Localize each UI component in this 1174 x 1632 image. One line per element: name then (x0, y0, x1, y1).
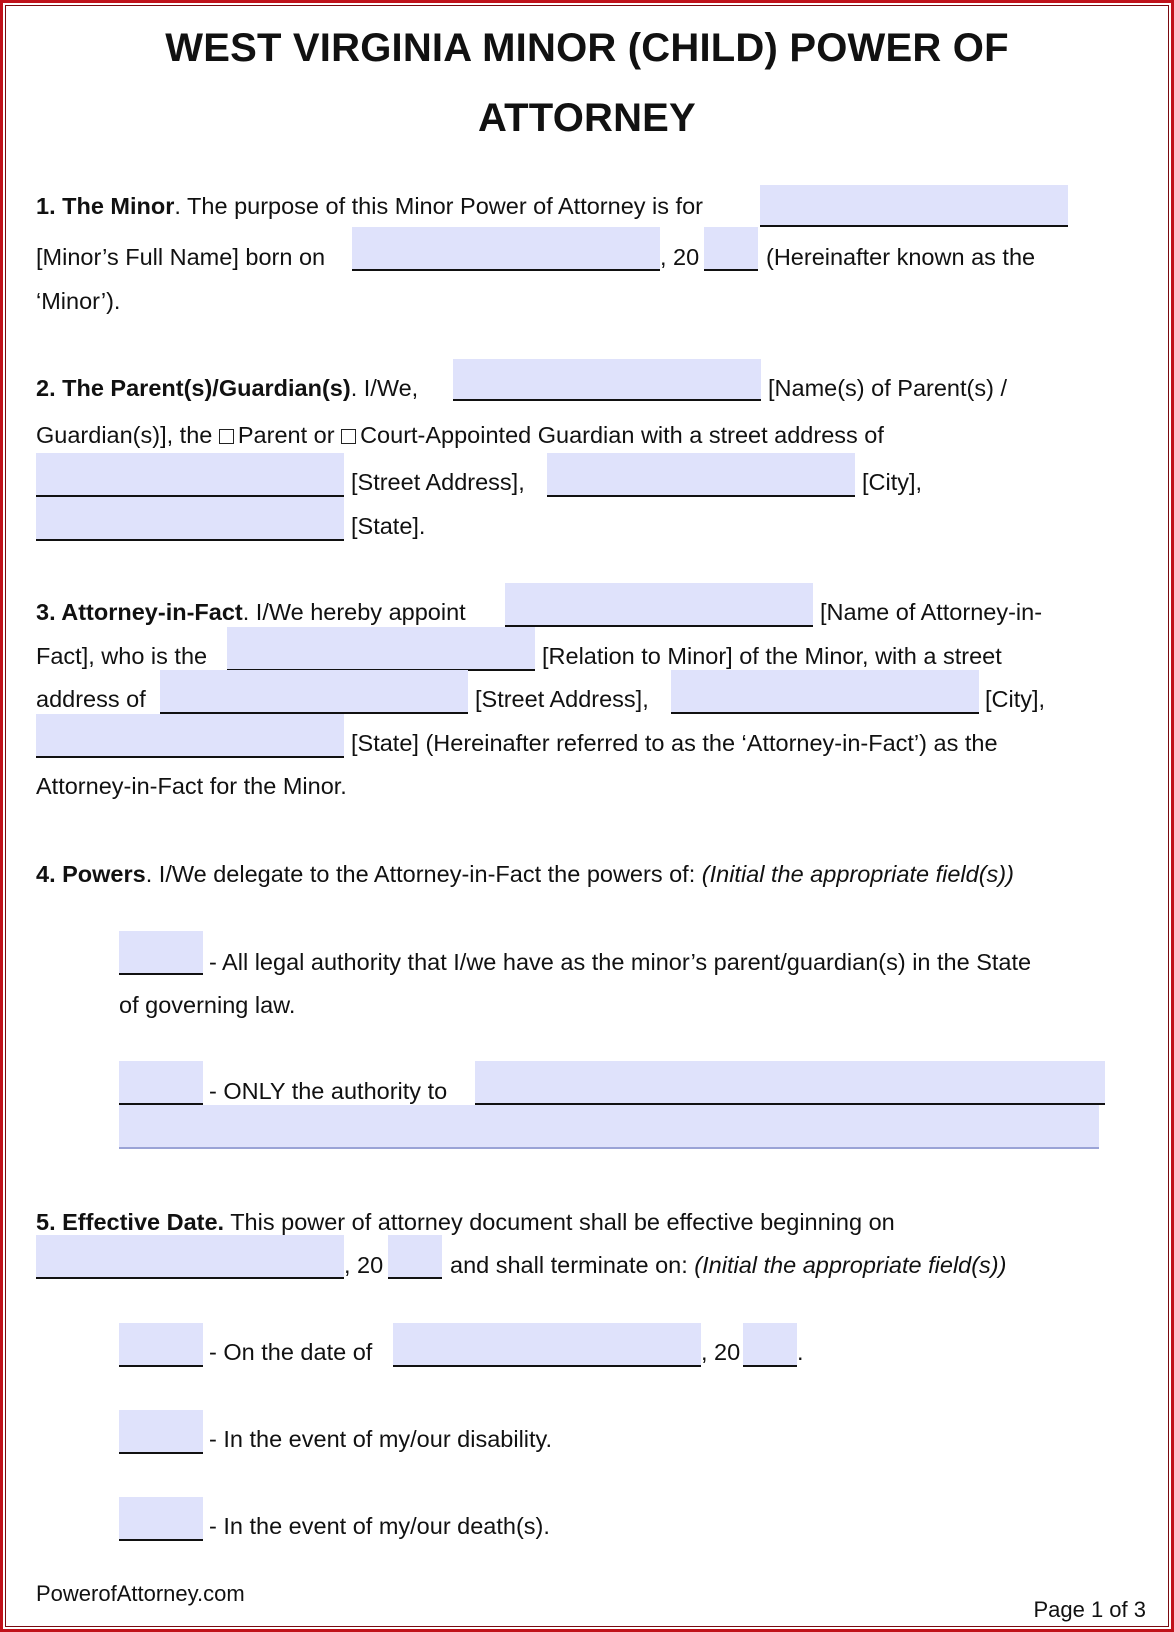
s5-heading: 5. Effective Date. (36, 1209, 225, 1235)
s1-minor-label: ‘Minor’). (36, 288, 121, 314)
s2-heading: 2. The Parent(s)/Guardian(s) (36, 375, 351, 401)
parent-street-address-field[interactable] (36, 453, 344, 497)
relation-to-minor-field[interactable] (227, 627, 535, 671)
s5-optA-label: - On the date of (209, 1339, 373, 1365)
document-title (3, 13, 1171, 153)
s4-line-1: 4. Powers. I/We delegate to the Attorney-in-Fact the powers of: (Initial the appropriate field(s)) (36, 861, 1014, 887)
s2-line-2: Guardian(s)], the Parent or Court-Appointed Guardian with a street address of (36, 422, 884, 448)
footer-page-number: Page 1 of 3 (1033, 1597, 1146, 1622)
s5-terminate: and shall terminate on: (Initial the appropriate field(s)) (450, 1252, 1007, 1278)
s2-street-label: [Street Address], (351, 469, 525, 495)
s5-optA-year-prefix: , 20 (701, 1339, 741, 1365)
s4-opt2: - ONLY the authority to (209, 1078, 448, 1104)
effective-year-field[interactable] (388, 1235, 442, 1279)
attorney-name-field[interactable] (505, 583, 813, 627)
s3-heading: 3. Attorney-in-Fact (36, 599, 243, 625)
s3-street-label: [Street Address], (475, 686, 649, 712)
attorney-street-address-field[interactable] (160, 670, 468, 714)
s5-year-prefix: , 20 (344, 1252, 384, 1278)
minor-birth-year-field[interactable] (704, 227, 758, 271)
s3-address-label: address of (36, 686, 146, 712)
s5-optC: - In the event of my/our death(s). (209, 1513, 550, 1539)
s1-heading: 1. The Minor (36, 193, 175, 219)
s2-city-label: [City], (862, 469, 923, 495)
title-line-1: WEST VIRGINIA MINOR (CHILD) POWER OF (165, 26, 1009, 70)
guardian-checkbox[interactable] (341, 429, 356, 444)
s4-heading: 4. Powers (36, 861, 146, 887)
s5-line-1: 5. Effective Date. This power of attorney document shall be effective beginning on (36, 1209, 895, 1235)
all-authority-initial-field[interactable] (119, 931, 203, 975)
s5-instruction: (Initial the appropriate field(s)) (694, 1252, 1007, 1278)
s3-fact-label: Fact], who is the (36, 643, 208, 669)
s4-instruction: (Initial the appropriate field(s)) (701, 861, 1014, 887)
limited-authority-field-continued[interactable] (119, 1105, 1099, 1149)
s5-optA-period: . (797, 1339, 804, 1365)
death-initial-field[interactable] (119, 1497, 203, 1541)
minor-birth-date-field[interactable] (352, 227, 660, 271)
terminate-year-field[interactable] (743, 1323, 797, 1367)
s4-opt1-line1: - All legal authority that I/we have as the minor’s parent/guardian(s) in the State (209, 949, 1032, 975)
s5-optB: - In the event of my/our disability. (209, 1426, 553, 1452)
s3-relation-label: [Relation to Minor] of the Minor, with a street (542, 643, 1002, 669)
minor-name-field[interactable] (760, 185, 1068, 227)
footer-site: PowerofAttorney.com (36, 1581, 245, 1606)
terminate-date-field[interactable] (393, 1323, 701, 1367)
s3-attorney-label: [Name of Attorney-in- (820, 599, 1043, 625)
s3-city-label: [City], (985, 686, 1046, 712)
s3-state-label: [State] (Hereinafter referred to as the ‘Attorney-in-Fact’) as the (351, 730, 998, 756)
parent-city-field[interactable] (547, 453, 855, 497)
s3-closing: Attorney-in-Fact for the Minor. (36, 773, 347, 799)
attorney-state-field[interactable] (36, 714, 344, 758)
s2-line-1: 2. The Parent(s)/Guardian(s). I/We, (36, 375, 419, 401)
s1-minor-name-label: [Minor’s Full Name] born on (36, 244, 326, 270)
terminate-date-initial-field[interactable] (119, 1323, 203, 1367)
limited-authority-field[interactable] (475, 1061, 1105, 1105)
s1-year-prefix: , 20 (660, 244, 700, 270)
s4-opt1-line2: of governing law. (119, 992, 296, 1018)
s2-state-label: [State]. (351, 513, 426, 539)
title-line-2: ATTORNEY (478, 96, 696, 140)
s2-parent-label: [Name(s) of Parent(s) / (768, 375, 1007, 401)
attorney-city-field[interactable] (671, 670, 979, 714)
parent-names-field[interactable] (453, 359, 761, 401)
s1-hereinafter: (Hereinafter known as the (766, 244, 1036, 270)
effective-date-field[interactable] (36, 1235, 344, 1279)
parent-checkbox[interactable] (219, 429, 234, 444)
s3-line-1: 3. Attorney-in-Fact. I/We hereby appoint (36, 599, 466, 625)
disability-initial-field[interactable] (119, 1410, 203, 1454)
limited-authority-initial-field[interactable] (119, 1061, 203, 1105)
s1-line-1: 1. The Minor. The purpose of this Minor Power of Attorney is for (36, 193, 703, 219)
parent-state-field[interactable] (36, 497, 344, 541)
